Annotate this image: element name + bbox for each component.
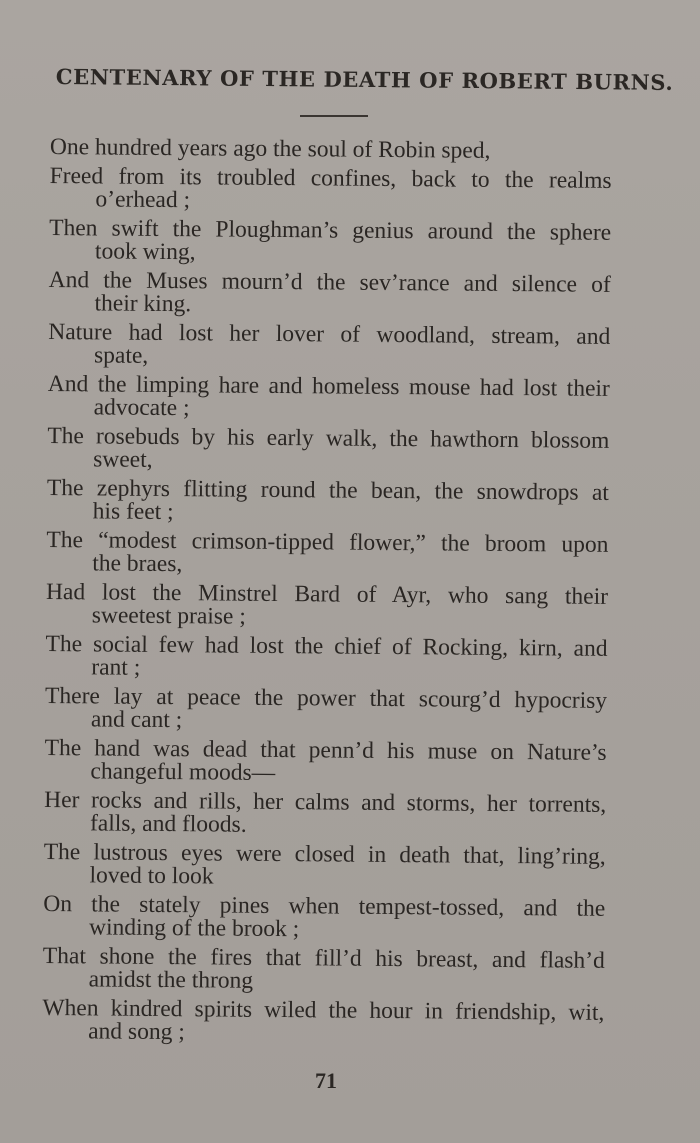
poem-line-continuation: sweetest praise ; xyxy=(91,602,246,630)
poem-line-text: And the Muses mourn’d the sev’rance and silence of xyxy=(48,266,611,298)
poem-line xyxy=(48,318,638,372)
poem-line xyxy=(42,994,632,1048)
poem-line-continuation: the braes, xyxy=(92,550,183,578)
poem-line-continuation: changeful moods— xyxy=(90,758,276,786)
poem-line-continuation: their king. xyxy=(94,290,192,318)
poem-line xyxy=(48,266,638,320)
poem-line xyxy=(49,214,639,268)
poem-line xyxy=(46,526,636,580)
poem-line-text: The lustrous eyes were closed in death that, ling’ring, xyxy=(43,838,606,870)
poem-line-continuation: rant ; xyxy=(91,654,141,681)
poem-text xyxy=(42,136,640,1054)
poem-line-continuation: advocate ; xyxy=(93,394,190,422)
poem-line-text: That shone the fires that fill’d his breast, and flash’d xyxy=(42,942,605,974)
poem-line-text: The hand was dead that penn’d his muse on Nature’s xyxy=(44,734,607,766)
poem-line-continuation: and cant ; xyxy=(90,706,183,734)
poem-line xyxy=(47,370,638,424)
poem-line-continuation: loved to look xyxy=(89,862,214,890)
poem-line-text: There lay at peace the power that scourg’d hypocrisy xyxy=(44,682,608,714)
poem-line xyxy=(45,578,636,632)
poem-line-text: Her rocks and rills, her calms and storms, her torrents, xyxy=(44,786,607,818)
poem-line xyxy=(44,786,634,840)
poem-line xyxy=(46,474,637,528)
poem-line-text: And the limping hare and homeless mouse had lost their xyxy=(47,370,610,402)
poem-line-continuation: sweet, xyxy=(93,446,153,473)
poem-line-text: Nature had lost her lover of woodland, stream, and xyxy=(48,318,611,350)
poem-line xyxy=(44,682,635,736)
poem-line-continuation: o’erhead ; xyxy=(95,186,191,214)
poem-line-text: On the stately pines when tempest-tossed, and the xyxy=(43,890,606,922)
poem-line-continuation: his feet ; xyxy=(92,498,174,526)
poem-line-continuation: amidst the throng xyxy=(88,966,254,994)
page-heading: CENTENARY OF THE DEATH OF ROBERT BURNS. xyxy=(55,64,674,95)
poem-line-continuation: took wing, xyxy=(94,238,196,266)
poem-line xyxy=(44,734,634,788)
poem-line-continuation: falls, and floods. xyxy=(89,810,247,838)
poem-line-text: The zephyrs flitting round the bean, the snowdrops at xyxy=(46,474,610,506)
poem-line-text: When kindred spirits wiled the hour in friendship, wit, xyxy=(42,994,605,1026)
poem-line-continuation: winding of the brook ; xyxy=(88,914,300,943)
poem-line xyxy=(49,162,639,216)
poem-line-text: The “modest crimson-tipped flower,” the broom upon xyxy=(46,526,609,558)
poem-line-text: Then swift the Ploughman’s genius around the sphere xyxy=(49,214,612,246)
poem-line xyxy=(43,838,633,892)
poem-line-text: The social few had lost the chief of Rocking, kirn, and xyxy=(45,630,608,662)
poem-line xyxy=(45,630,635,684)
poem-line-text: The rosebuds by his early walk, the hawthorn blossom xyxy=(47,422,610,454)
poem-line xyxy=(43,890,633,944)
poem-line-continuation: and song ; xyxy=(88,1018,185,1046)
poem-line-text: Had lost the Minstrel Bard of Ayr, who sang their xyxy=(45,578,609,610)
poem-line-text: One hundred years ago the soul of Robin sped, xyxy=(49,134,491,164)
poem-line xyxy=(42,942,633,996)
page-number: 71 xyxy=(315,1068,337,1093)
poem-line-continuation: spate, xyxy=(93,342,149,369)
poem-line-text: Freed from its troubled confines, back to the realms xyxy=(49,162,612,194)
poem-line xyxy=(47,422,637,476)
heading-rule xyxy=(300,115,368,117)
